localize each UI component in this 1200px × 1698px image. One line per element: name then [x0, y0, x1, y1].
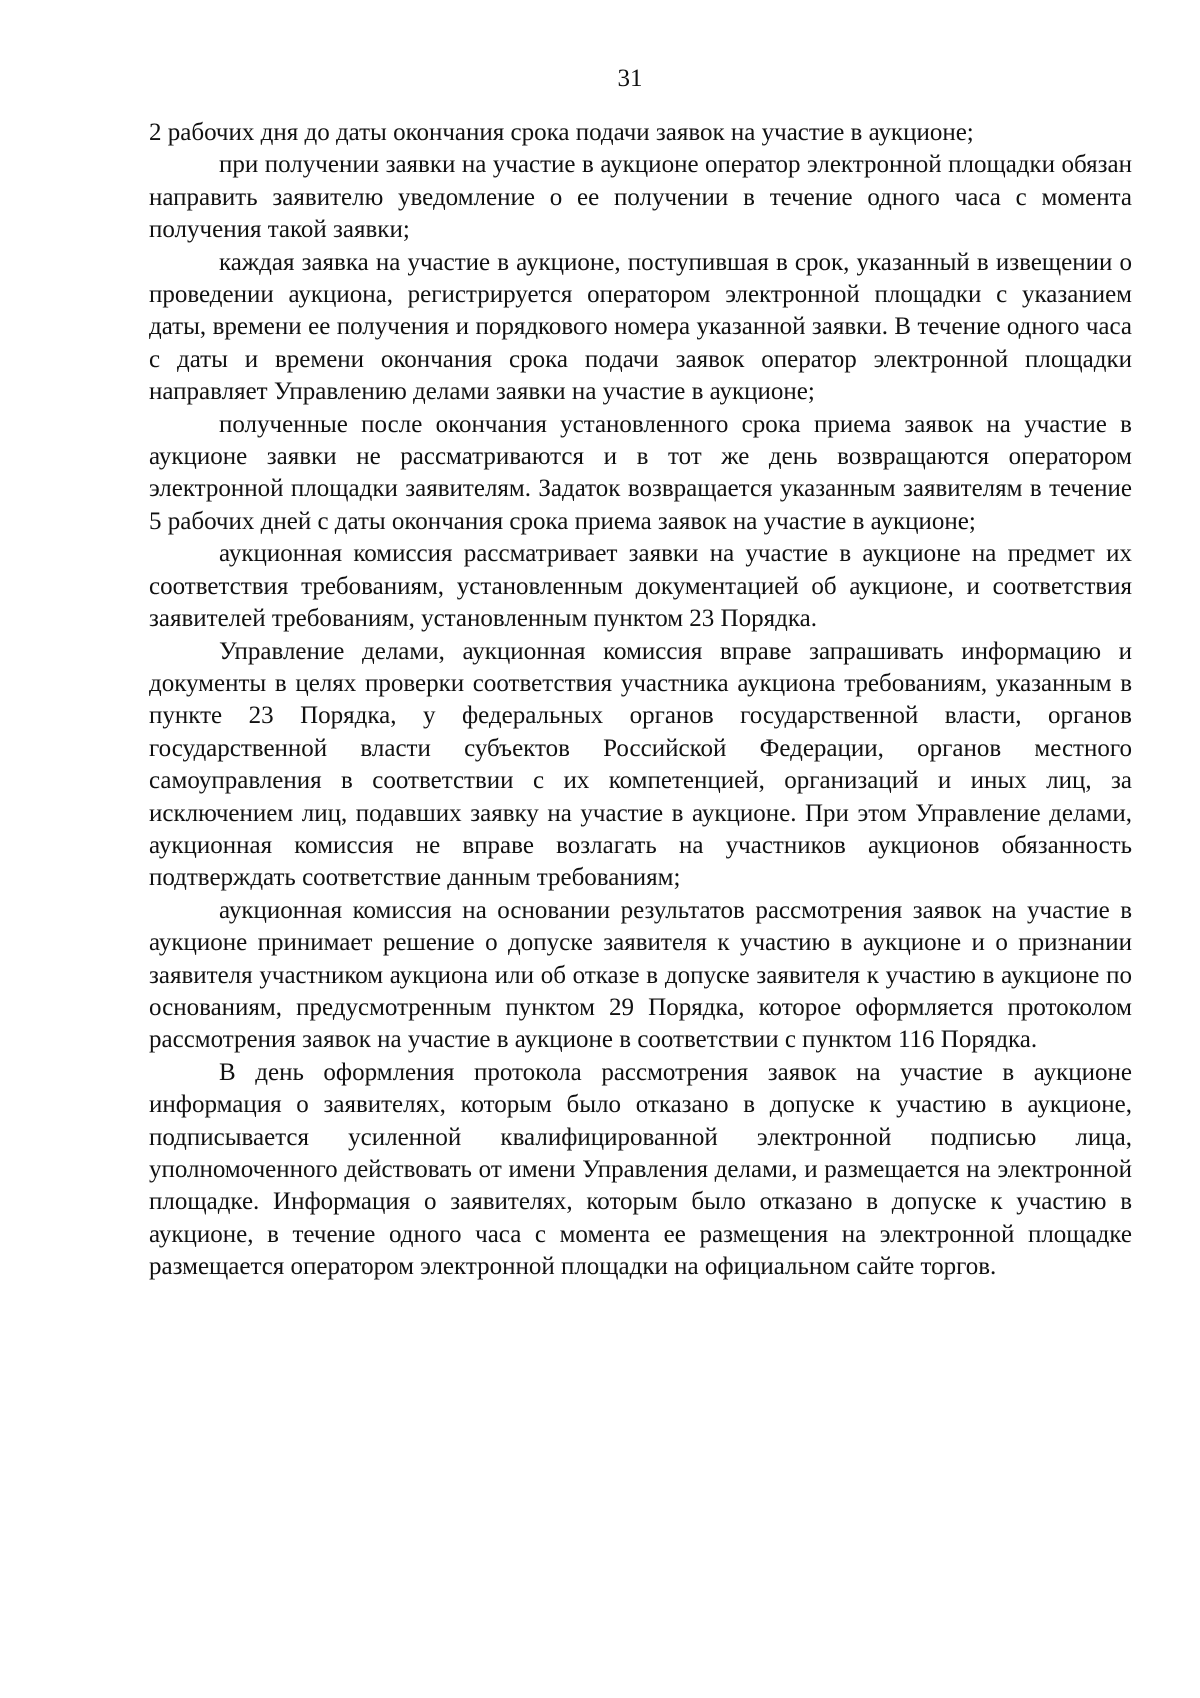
page-number: 31: [617, 65, 643, 92]
paragraph-rejection-publication: В день оформления протокола рассмотрения заявок на участие в аукционе информация о заявителях, которым было отказано в допуске к участию в аукционе, подписывается усиленной квалифицированной электронной подписью лица, уполномоченного действовать от имени Управления делами, и размещается на электронной площадке. Информация о заявителях, которым было отказано в допуске к участию в аукционе, в течение одного часа с момента ее размещения на электронной площадке размещается оператором электронной площадки на официальном сайте торгов.: [149, 1058, 1132, 1281]
paragraph-notification-receipt: при получении заявки на участие в аукционе оператор электронной площадки обязан направить заявителю уведомление о ее получении в течение одного часа с момента получения такой заявки;: [149, 151, 1132, 244]
paragraph-late-applications: полученные после окончания установленного срока приема заявок на участие в аукционе заявки не рассматриваются и в тот же день возвращаются оператором электронной площадки заявителям. Задаток возвращается указанным заявителям в течение 5 рабочих дней с даты окончания срока приема заявок на участие в аукционе;: [149, 410, 1132, 535]
paragraph-continuation: 2 рабочих дня до даты окончания срока подачи заявок на участие в аукционе;: [149, 119, 974, 146]
paragraph-admission-decision: аукционная комиссия на основании результатов рассмотрения заявок на участие в аукционе принимает решение о допуске заявителя к участию в аукционе и о признании заявителя участником аукциона или об отказе в допуске заявителя к участию в аукционе по основаниям, предусмотренным пунктом 29 Порядка, которое оформляется протоколом рассмотрения заявок на участие в аукционе в соответствии с пунктом 116 Порядка.: [149, 896, 1132, 1054]
paragraph-application-registration: каждая заявка на участие в аукционе, поступившая в срок, указанный в извещении о проведении аукциона, регистрируется оператором электронной площадки с указанием даты, времени ее получения и порядкового номера указанной заявки. В течение одного часа с даты и времени окончания срока подачи заявок оператор электронной площадки направляет Управлению делами заявки на участие в аукционе;: [149, 248, 1132, 406]
paragraph-information-requests: Управление делами, аукционная комиссия вправе запрашивать информацию и документы в целях проверки соответствия участника аукциона требованиям, указанным в пункте 23 Порядка, у федеральных органов государственной власти, органов государственной власти субъектов Российской Федерации, органов местного самоуправления в соответствии с их компетенцией, организаций и иных лиц, за исключением лиц, подавших заявку на участие в аукционе. При этом Управление делами, аукционная комиссия не вправе возлагать на участников аукционов обязанность подтверждать соответствие данным требованиям;: [149, 637, 1132, 892]
document-body: [149, 117, 1132, 1284]
paragraph-commission-review: аукционная комиссия рассматривает заявки на участие в аукционе на предмет их соответствия требованиям, установленным документацией об аукционе, и соответствия заявителей требованиям, установленным пунктом 23 Порядка.: [149, 540, 1132, 633]
